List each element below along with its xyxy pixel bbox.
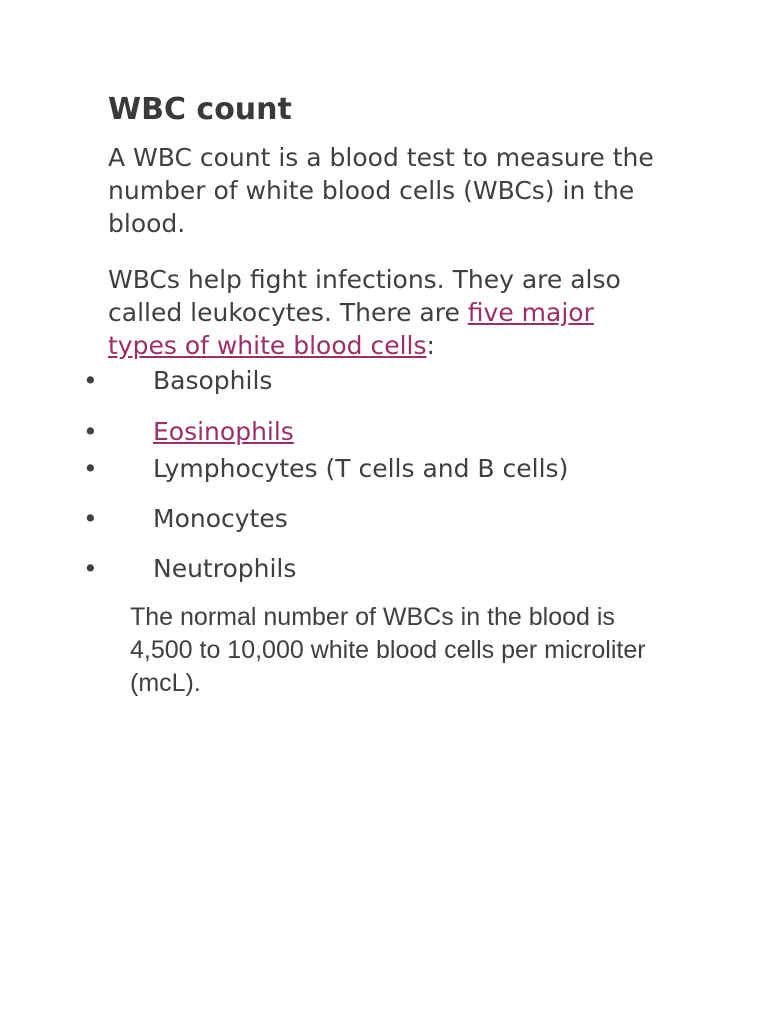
bullet-icon: •	[83, 366, 98, 395]
bullet-icon: •	[83, 554, 98, 583]
list-item-label: Monocytes	[153, 504, 288, 533]
eosinophils-link[interactable]: Eosinophils	[153, 417, 294, 446]
bullet-icon: •	[83, 417, 98, 446]
list-item-monocytes	[0, 502, 700, 535]
list-item-label: Lymphocytes (T cells and B cells)	[153, 454, 569, 483]
types-paragraph-text: WBCs help fight infections. They are also called leukocytes. There are	[108, 265, 621, 327]
list-item-basophils	[0, 364, 700, 397]
five-types-link[interactable]: five major types of white blood cells	[108, 298, 594, 360]
list-item-eosinophils	[0, 415, 700, 448]
intro-paragraph: A WBC count is a blood test to measure the number of white blood cells (WBCs) in the blood.	[108, 143, 654, 238]
list-item-lymphocytes	[0, 452, 700, 485]
types-paragraph-colon: :	[426, 331, 435, 360]
normal-range-note: The normal number of WBCs in the blood is 4,500 to 10,000 white blood cells per microliter (mcL).	[130, 603, 646, 697]
bullet-icon: •	[83, 454, 98, 483]
page-title: WBC count	[108, 92, 292, 127]
list-item-label: Neutrophils	[153, 554, 297, 583]
list-item-neutrophils	[0, 552, 700, 585]
types-paragraph	[108, 263, 668, 362]
bullet-icon: •	[83, 504, 98, 533]
list-item-label: Basophils	[153, 366, 273, 395]
